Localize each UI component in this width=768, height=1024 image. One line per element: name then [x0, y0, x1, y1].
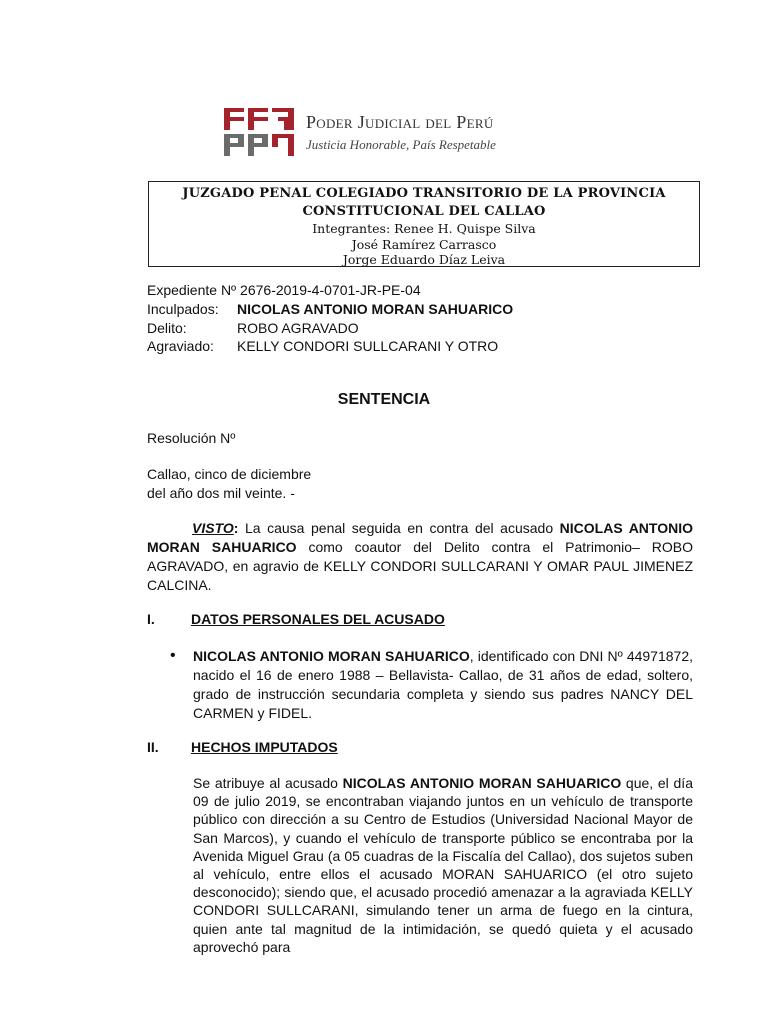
visto-keyword: VISTO — [192, 520, 234, 536]
delito-label: Delito: — [147, 320, 187, 336]
court-title-line2: CONSTITUCIONAL DEL CALLAO — [302, 204, 546, 219]
section-title: HECHOS IMPUTADOS — [191, 739, 338, 755]
section-number: II. — [147, 739, 159, 755]
inculpados-line — [147, 300, 513, 319]
personal-accused-name: NICOLAS ANTONIO MORAN SAHUARICO — [193, 648, 470, 664]
agraviado-value: KELLY CONDORI SULLCARANI Y OTRO — [237, 338, 499, 354]
hechos-paragraph — [193, 774, 693, 956]
delito-line — [147, 319, 359, 338]
judicial-logo — [222, 106, 296, 158]
date-line-2: del año dos mil veinte. - — [147, 485, 295, 501]
organization-name: Poder Judicial del Perú — [306, 112, 494, 132]
visto-paragraph — [147, 519, 693, 595]
date-line-1: Callao, cinco de diciembre — [147, 466, 312, 482]
hechos-text-1: Se atribuye al acusado — [193, 775, 343, 791]
bullet-icon: • — [170, 647, 176, 664]
court-member: José Ramírez Carrasco — [351, 236, 497, 252]
court-member: Integrantes: Renee H. Quispe Silva — [312, 221, 536, 236]
section-number: I. — [147, 611, 155, 627]
visto-text-2: como coautor del Delito contra el Patrimonio– ROBO AGRAVADO, en agravio de KELLY CONDORI SULLCARANI Y OMAR PAUL JIMENEZ CALCINA. — [147, 539, 693, 593]
hechos-text-2: que, el día 09 de julio 2019, se encontraban viajando juntos en un vehículo de transporte público con dirección a su Centro de Estudios (Universidad Nacional Mayor de San Marcos), y cuando el vehículo de transporte público se encontraba por la Avenida Miguel Grau (a 05 cuadras de la Fiscalía del Callao), dos sujetos suben al vehículo, entre ellos el acusado MORAN SAHUARICO (el otro sujeto desconocido); siendo que, el acusado procedió amenazar a la agraviada KELLY CONDORI SULLCARANI, simulando tener un arma de fuego en la cintura, quien ante tal magnitud de la intimidación, se quedó quieta y el acusado aprovechó para — [193, 775, 693, 955]
organization-motto: Justicia Honorable, País Respetable — [306, 137, 496, 152]
agraviado-label: Agraviado: — [147, 338, 214, 354]
section-heading — [147, 611, 647, 631]
personal-data-text: , identificado con DNI Nº 44971872, nacido el 16 de enero 1988 – Bellavista- Callao, de 31 años de edad, soltero, grado de instrucción secundaria completa y siendo sus padres NANCY DEL CARMEN y FIDEL. — [193, 648, 693, 721]
delito-value: ROBO AGRAVADO — [237, 320, 359, 336]
visto-accused-name: NICOLAS ANTONIO MORAN SAHUARICO — [147, 520, 693, 555]
visto-text-1: La causa penal seguida en contra del acusado — [238, 520, 560, 536]
visto-colon: : — [233, 520, 239, 536]
court-header-box — [148, 181, 700, 267]
court-title-line1: JUZGADO PENAL COLEGIADO TRANSITORIO DE LA PROVINCIA — [182, 186, 666, 201]
section-heading — [147, 739, 647, 759]
section-title: DATOS PERSONALES DEL ACUSADO — [191, 611, 445, 627]
resolucion-line: Resolución Nº — [147, 430, 236, 446]
agraviado-line — [147, 337, 498, 356]
inculpados-value: NICOLAS ANTONIO MORAN SAHUARICO — [237, 301, 514, 317]
court-member: Jorge Eduardo Díaz Leiva — [342, 252, 506, 267]
document-title: SENTENCIA — [337, 391, 431, 408]
personal-data-paragraph — [193, 647, 693, 723]
hechos-accused-name: NICOLAS ANTONIO MORAN SAHUARICO — [342, 775, 622, 791]
expediente-line: Expediente Nº 2676-2019-4-0701-JR-PE-04 — [147, 282, 421, 298]
inculpados-label: Inculpados: — [147, 301, 219, 317]
